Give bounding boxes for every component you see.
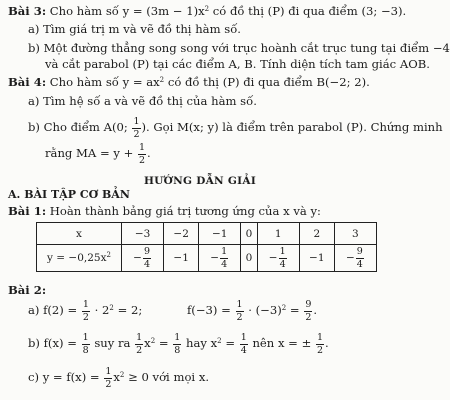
table-row-y (37, 245, 377, 272)
table-cell: 0 (241, 223, 257, 245)
bai4-label: Bài 4: (8, 75, 47, 89)
bai4-part-b-line2: rằng MA = y + $\frac{1}{2}$ . (45, 142, 151, 166)
bai3-label: Bài 3: (8, 4, 47, 18)
table-cell: 0 (241, 245, 257, 272)
bai4-part-b-line1: b) Cho điểm A(0; $\frac{1}{2}$ ). Gọi M(x; y) là điểm trên parabol (P). Chứng minh (28, 116, 443, 140)
table-cell: − $\frac{9}{4}$ (334, 245, 376, 272)
fraction: $\frac{1}{2}$ (139, 142, 146, 166)
table-cell: 3 (334, 223, 376, 245)
bai1-stem: Bài 1: Hoàn thành bảng giá trị tương ứng của x và y: (8, 204, 321, 218)
table-cell: 2 (299, 223, 334, 245)
value-table (36, 222, 377, 272)
bai2-label: Bài 2: (8, 283, 47, 297)
table-cell: −3 (122, 223, 164, 245)
bai3-part-a: a) Tìm giá trị m và vẽ đồ thị hàm số. (28, 22, 241, 36)
table-header-x: x (37, 223, 122, 245)
table-cell: −1 (164, 245, 199, 272)
bai3-stem: Bài 3: Cho hàm số $y = (3m - 1)x^2$ có đồ thị (P) đi qua điểm (3; −3). (8, 4, 407, 18)
table-cell: − $\frac{1}{4}$ (199, 245, 241, 272)
bai2-part-a-second: f(−3) = $\frac{1}{2}$ · $(-3)^2$ = $\frac{9}{2}$ . (187, 299, 318, 323)
table-cell: −1 (299, 245, 334, 272)
bai4-part-a: a) Tìm hệ số a và vẽ đồ thị của hàm số. (28, 94, 257, 108)
section-a-heading: A. BÀI TẬP CƠ BẢN (8, 188, 130, 201)
table-cell: − $\frac{9}{4}$ (122, 245, 164, 272)
bai2-part-a: a) f(2) = $\frac{1}{2}$ · $2^2 = 2$; (28, 299, 143, 323)
table-row-x (37, 223, 377, 245)
bai2-part-c: c) y = f(x) = $\frac{1}{2}$ $x^2 \ge 0$ với mọi x. (28, 366, 210, 390)
fraction: $\frac{1}{2}$ (133, 116, 140, 140)
bai3-part-b-line2: và cắt parabol (P) tại các điểm A, B. Tính diện tích tam giác AOB. (45, 57, 430, 71)
guide-title: HƯỚNG DẪN GIẢI (143, 175, 257, 187)
bai2-part-b: b) f(x) = $\frac{1}{8}$ suy ra $\frac{1}{2}$ $x^2$ = $\frac{1}{8}$ hay $x^2$ = $\frac{1}{4}$ nên x = ± $\frac{1}{2}$ . (28, 332, 329, 356)
bai3-part-b-line1: b) Một đường thẳng song song với trục hoành cắt trục tung tại điểm −4 (28, 41, 450, 55)
table-cell: −1 (199, 223, 241, 245)
table-cell: 1 (257, 223, 299, 245)
table-cell: − $\frac{1}{4}$ (257, 245, 299, 272)
bai4-stem: Bài 4: Cho hàm số $y = ax^2$ có đồ thị (P) đi qua điểm B(−2; 2). (8, 75, 370, 89)
table-header-y: $y = -0,25x^2$ (37, 245, 122, 272)
table-cell: −2 (164, 223, 199, 245)
bai1-label: Bài 1: (8, 204, 47, 218)
